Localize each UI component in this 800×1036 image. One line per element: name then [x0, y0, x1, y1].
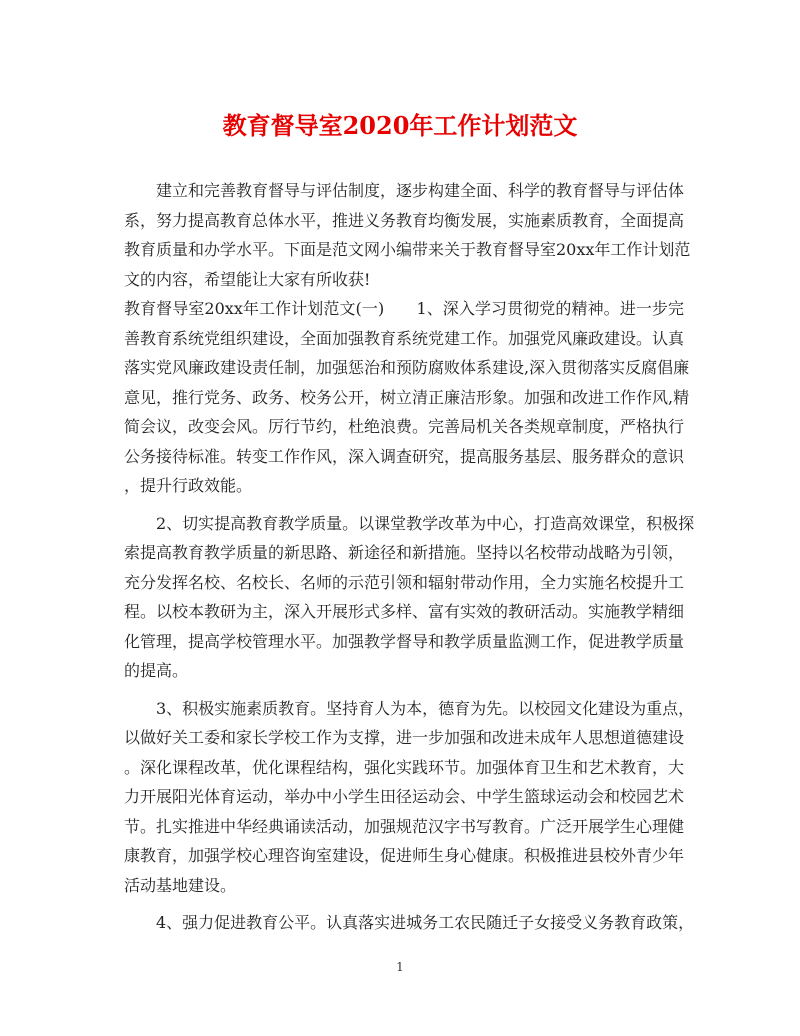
paragraph-gap	[124, 900, 684, 908]
text-line: 2、切实提高教育教学质量。以课堂教学改革为中心，打造高效课堂，积极探	[156, 513, 695, 533]
text-line: 的提高。	[124, 661, 189, 680]
text-line: 节。扎实推进中华经典诵读活动，加强规范汉字书写教育。广泛开展学生心理健	[124, 816, 685, 836]
text-line: 4、强力促进教育公平。认真落实进城务工农民随迁子女接受义务教育政策，	[156, 913, 695, 932]
text-line: ，提升行政效能。	[124, 476, 253, 495]
paragraph-intro	[124, 176, 691, 294]
text-line: 化管理，提高学校管理水平。加强教学督导和教学质量监测工作，促进教学质量	[124, 631, 685, 651]
text-line: 系，努力提高教育总体水平，推进义务教育均衡发展，实施素质教育，全面提高	[124, 210, 685, 230]
text-line: 充分发挥名校、名校长、名师的示范引领和辐射带动作用，全力实施名校提升工	[124, 572, 685, 592]
text-line: 以做好关工委和家长学校工作为支撑，进一步加强和改进未成年人思想道德建设	[124, 728, 685, 747]
text-line: 简会议，改变会风。厉行节约，杜绝浪费。完善局机关各类规章制度，严格执行	[124, 417, 685, 436]
text-line: 程。以校本教研为主，深入开展形式多样、富有实效的教研活动。实施教学精细	[124, 602, 685, 621]
paragraph-section-3	[124, 694, 695, 901]
paragraph-section-4	[124, 908, 695, 938]
text-line: 善教育系统党组织建设，全面加强教育系统党建工作。加强党风廉政建设。认真	[124, 328, 685, 348]
document-body	[124, 176, 695, 938]
text-line: 力开展阳光体育运动，举办中小学生田径运动会、中学生篮球运动会和校园艺术	[124, 787, 685, 806]
text-line: 教育质量和办学水平。下面是范文网小编带来关于教育督导室20xx年工作计划范	[124, 240, 691, 259]
text-line: 教育督导室20xx年工作计划范文(一) 1、深入学习贯彻党的精神。进一步完	[124, 299, 684, 318]
document-title: 教育督导室2020年工作计划范文	[222, 111, 578, 140]
text-line: 康教育，加强学校心理咨询室建设，促进师生身心健康。积极推进县校外青少年	[124, 846, 685, 865]
text-line: 建立和完善教育督导与评估制度，逐步构建全面、科学的教育督导与评估体	[156, 181, 685, 200]
text-line: 活动基地建设。	[124, 875, 237, 895]
text-line: 文的内容，希望能让大家有所收获!	[124, 269, 371, 289]
text-line: 意见，推行党务、政务、校务公开，树立清正廉洁形象。加强和改进工作作风,精	[124, 387, 690, 407]
text-line: 索提高教育教学质量的新思路、新途径和新措施。坚持以名校带动战略为引领，	[124, 543, 685, 562]
text-line: 落实党风廉政建设责任制，加强惩治和预防腐败体系建设,深入贯彻落实反腐倡廉	[124, 358, 690, 377]
paragraph-section-2	[124, 509, 695, 686]
paragraph-gap	[124, 686, 684, 694]
text-line: 。深化课程改革，优化课程结构，强化实践环节。加强体育卫生和艺术教育，大	[124, 757, 685, 777]
paragraph-gap	[124, 501, 684, 509]
text-line: 3、积极实施素质教育。坚持育人为本，德育为先。以校园文化建设为重点，	[156, 698, 695, 718]
page-number: 1	[396, 960, 404, 974]
text-line: 公务接待标准。转变工作作风，深入调查研究，提高服务基层、服务群众的意识	[124, 446, 685, 466]
paragraph-section-1	[124, 294, 690, 501]
